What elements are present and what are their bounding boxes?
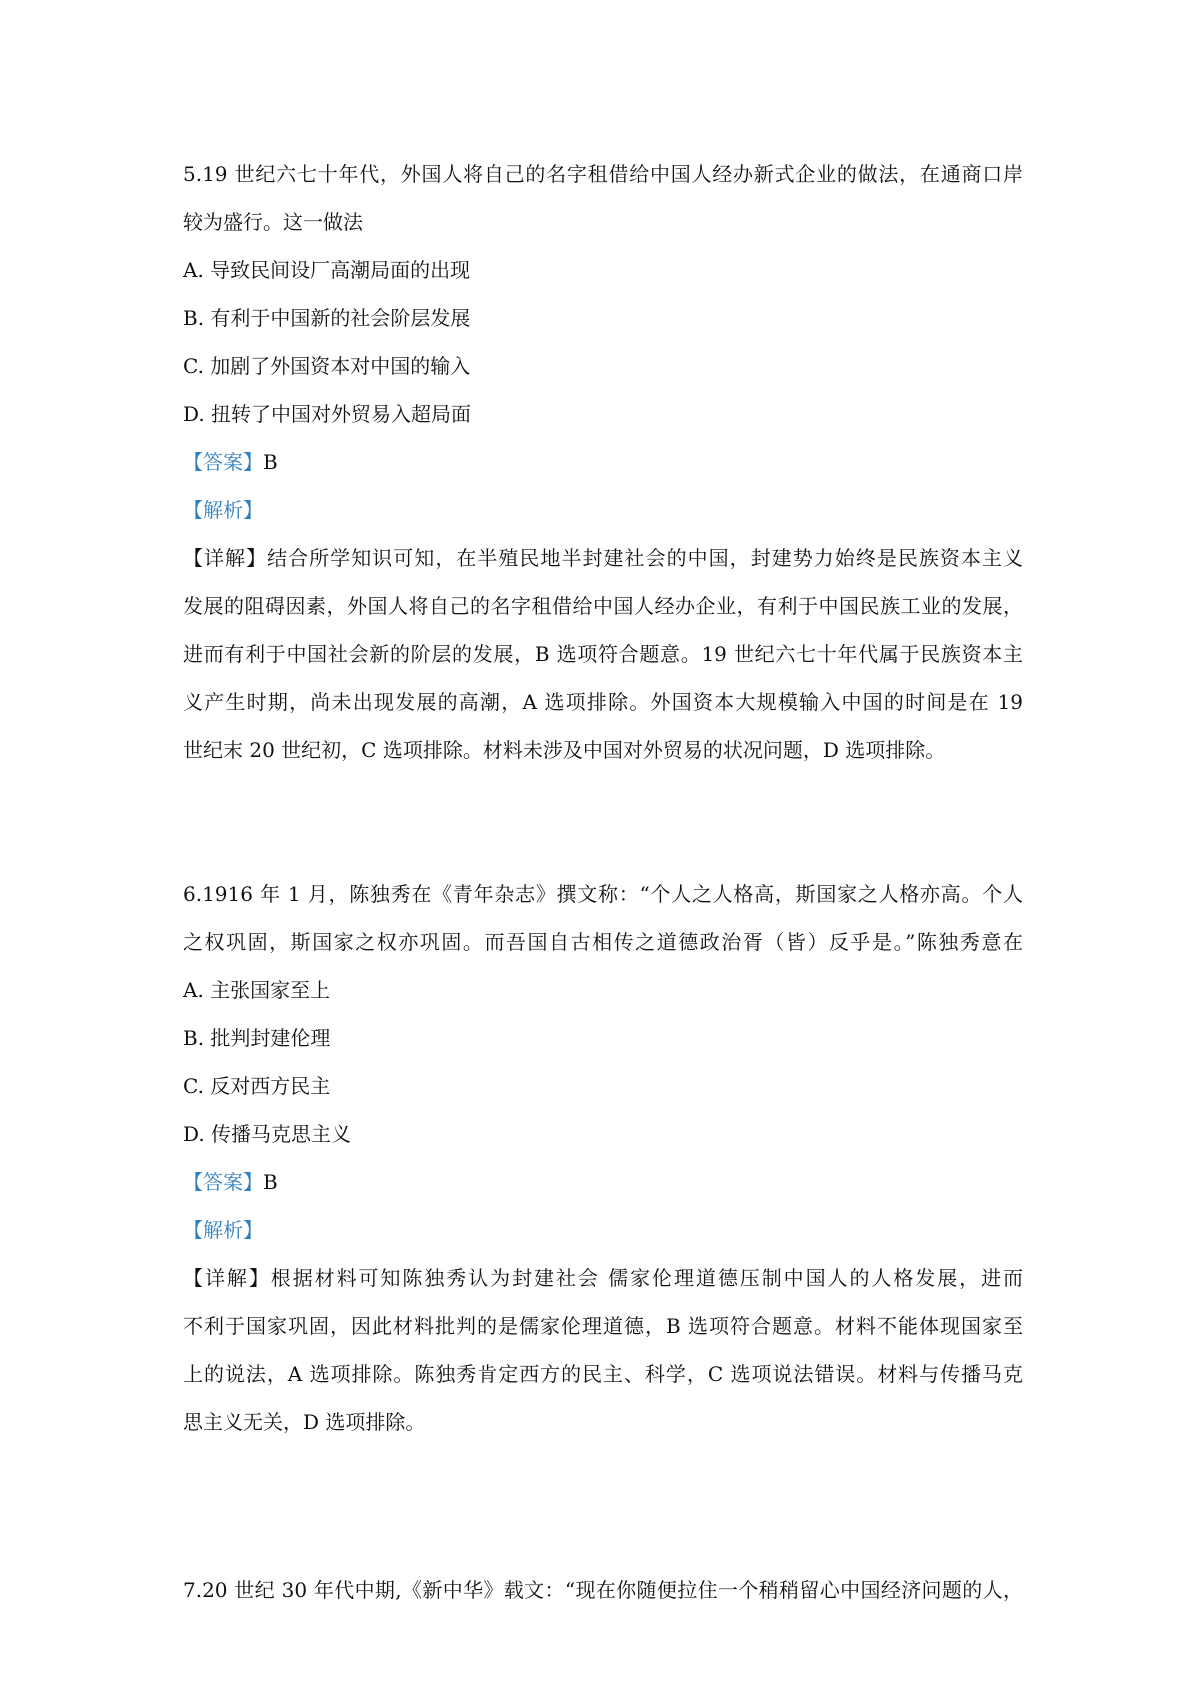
spacer	[183, 1446, 1023, 1566]
detail-text: 结合所学知识可知，在半殖民地半封建社会的中国，封建势力始终是民族资本主义	[267, 546, 1023, 570]
detail-line	[183, 534, 1023, 582]
question-stem-line: 5.19 世纪六七十年代，外国人将自己的名字租借给中国人经办新式企业的做法，在通商口岸	[183, 162, 1023, 186]
question-5	[183, 150, 1023, 774]
detail-line: 进而有利于中国社会新的阶层的发展，B 选项符合题意。19 世纪六七十年代属于民族资本主	[183, 642, 1023, 666]
option-d: D. 扭转了中国对外贸易入超局面	[183, 402, 472, 426]
answer-tag: 【答案】	[183, 1170, 263, 1194]
option-a: A. 导致民间设厂高潮局面的出现	[183, 258, 471, 282]
answer-value: B	[263, 1170, 278, 1194]
document-page	[183, 150, 1023, 1614]
detail-line: 义产生时期，尚未出现发展的高潮，A 选项排除。外国资本大规模输入中国的时间是在 19	[183, 690, 1023, 714]
detail-line: 不利于国家巩固，因此材料批判的是儒家伦理道德，B 选项符合题意。材料不能体现国家至	[183, 1314, 1023, 1338]
question-stem-line: 之权巩固，斯国家之权亦巩固。而吾国自古相传之道德政治胥（皆）反乎是。”陈独秀意在	[183, 930, 1023, 954]
question-stem-line: 6.1916 年 1 月，陈独秀在《青年杂志》撰文称：“个人之人格高，斯国家之人格亦高。个人	[183, 882, 1023, 906]
question-6	[183, 870, 1023, 1446]
question-7	[183, 1566, 1023, 1614]
detail-line: 发展的阻碍因素，外国人将自己的名字租借给中国人经办企业，有利于中国民族工业的发展，	[183, 594, 1023, 618]
detail-line: 世纪末 20 世纪初，C 选项排除。材料未涉及中国对外贸易的状况问题，D 选项排除。	[183, 738, 946, 762]
detail-tag: 【详解】	[183, 1266, 271, 1290]
question-stem-line: 7.20 世纪 30 年代中期,《新中华》载文：“现在你随便拉住一个稍稍留心中国经济问题的人，	[183, 1578, 1023, 1602]
option-c: C. 加剧了外国资本对中国的输入	[183, 354, 471, 378]
detail-line: 上的说法，A 选项排除。陈独秀肯定西方的民主、科学，C 选项说法错误。材料与传播马克	[183, 1362, 1023, 1386]
option-a: A. 主张国家至上	[183, 978, 331, 1002]
answer-tag: 【答案】	[183, 450, 263, 474]
answer-line	[183, 1158, 1023, 1206]
analysis-tag: 【解析】	[183, 498, 263, 522]
option-b: B. 批判封建伦理	[183, 1026, 331, 1050]
option-d: D. 传播马克思主义	[183, 1122, 352, 1146]
detail-line	[183, 1254, 1023, 1302]
detail-text: 根据材料可知陈独秀认为封建社会 儒家伦理道德压制中国人的人格发展，进而	[270, 1266, 1023, 1290]
detail-line: 思主义无关，D 选项排除。	[183, 1410, 426, 1434]
option-c: C. 反对西方民主	[183, 1074, 331, 1098]
answer-line	[183, 438, 1023, 486]
spacer	[183, 774, 1023, 870]
detail-tag: 【详解】	[183, 546, 268, 570]
analysis-tag: 【解析】	[183, 1218, 263, 1242]
answer-value: B	[263, 450, 278, 474]
question-stem-line: 较为盛行。这一做法	[183, 210, 363, 234]
option-b: B. 有利于中国新的社会阶层发展	[183, 306, 471, 330]
